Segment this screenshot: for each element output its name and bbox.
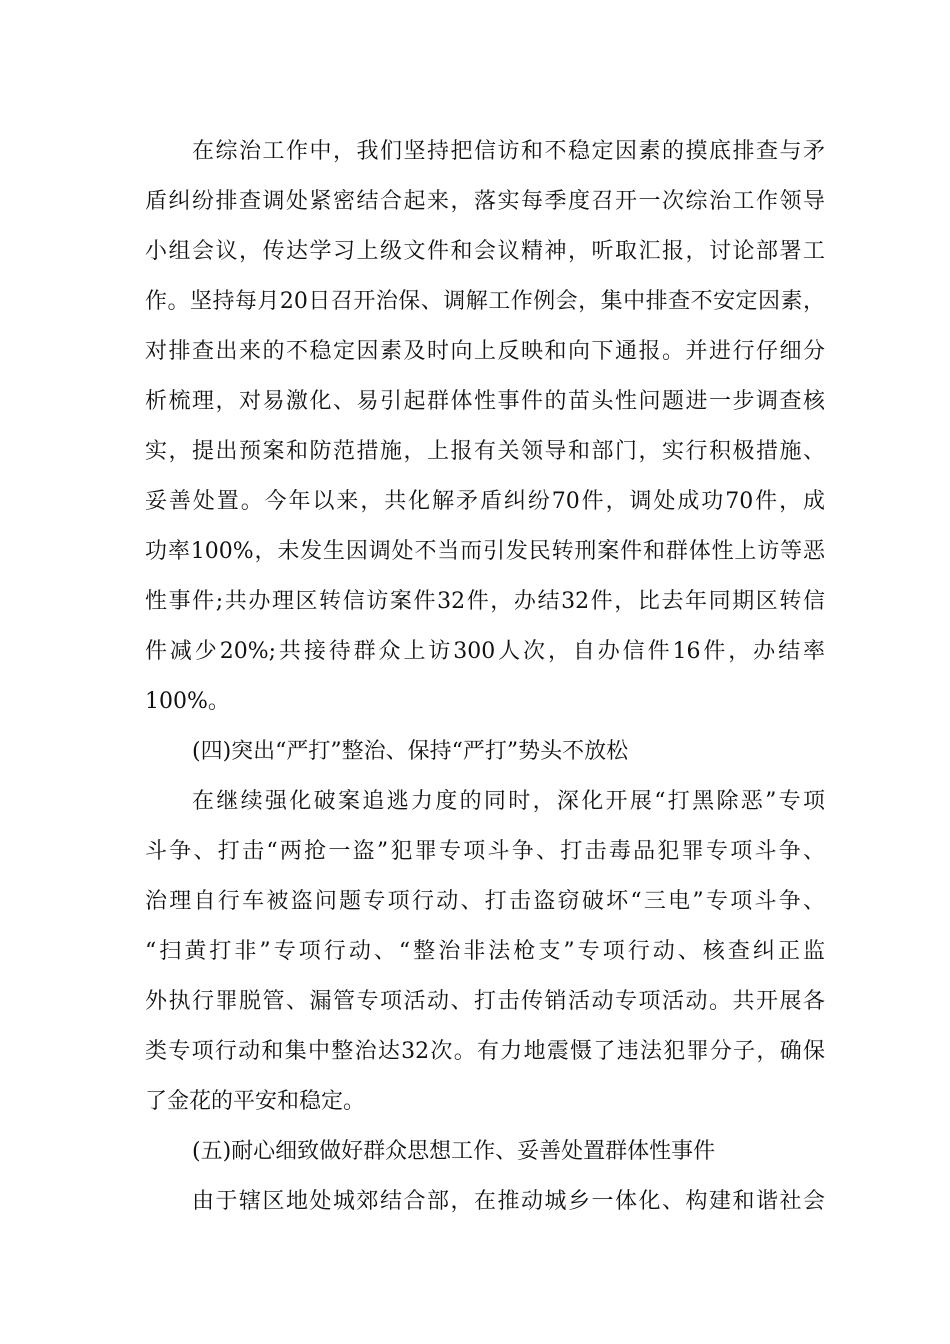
paragraph-line: 实，提出预案和防范措施，上报有关领导和部门，实行积极措施、 — [145, 439, 825, 464]
paragraph-line: 斗争、打击“两抢一盗”犯罪专项斗争、打击毒品犯罪专项斗争、 — [145, 839, 825, 864]
paragraph-line: 在继续强化破案追逃力度的同时，深化开展“打黑除恶”专项 — [192, 789, 825, 814]
section-heading: (五)耐心细致做好群众思想工作、妥善处置群体性事件 — [192, 1139, 716, 1164]
paragraph-line: 了金花的平安和稳定。 — [145, 1089, 366, 1114]
paragraph-line: 对排查出来的不稳定因素及时向上反映和向下通报。并进行仔细分 — [145, 339, 825, 364]
paragraph-line: 小组会议，传达学习上级文件和会议精神，听取汇报，讨论部署工 — [145, 239, 825, 264]
paragraph-line: 作。坚持每月20日召开治保、调解工作例会，集中排查不安定因素， — [145, 289, 825, 314]
paragraph-line: 在综治工作中，我们坚持把信访和不稳定因素的摸底排查与矛 — [192, 139, 825, 164]
paragraph-line: 100%。 — [145, 689, 230, 714]
paragraph-line: 外执行罪脱管、漏管专项活动、打击传销活动专项活动。共开展各 — [145, 989, 825, 1014]
paragraph-line: 功率100%，未发生因调处不当而引发民转刑案件和群体性上访等恶 — [145, 539, 825, 564]
paragraph-line: 性事件;共办理区转信访案件32件，办结32件，比去年同期区转信 — [145, 589, 825, 614]
paragraph-line: “扫黄打非”专项行动、“整治非法枪支”专项行动、核查纠正监 — [145, 939, 825, 964]
paragraph-line: 类专项行动和集中整治达32次。有力地震慑了违法犯罪分子，确保 — [145, 1039, 825, 1064]
paragraph-line: 盾纠纷排查调处紧密结合起来，落实每季度召开一次综治工作领导 — [145, 189, 825, 214]
paragraph-line: 件减少20%;共接待群众上访300人次，自办信件16件，办结率 — [145, 639, 825, 664]
section-heading: (四)突出“严打”整治、保持“严打”势头不放松 — [192, 739, 629, 764]
paragraph-line: 由于辖区地处城郊结合部，在推动城乡一体化、构建和谐社会 — [192, 1189, 825, 1214]
paragraph-line: 析梳理，对易激化、易引起群体性事件的苗头性问题进一步调查核 — [145, 389, 825, 414]
paragraph-line: 妥善处置。今年以来，共化解矛盾纠纷70件，调处成功70件，成 — [145, 489, 825, 514]
paragraph-line: 治理自行车被盗问题专项行动、打击盗窃破坏“三电”专项斗争、 — [145, 889, 825, 914]
